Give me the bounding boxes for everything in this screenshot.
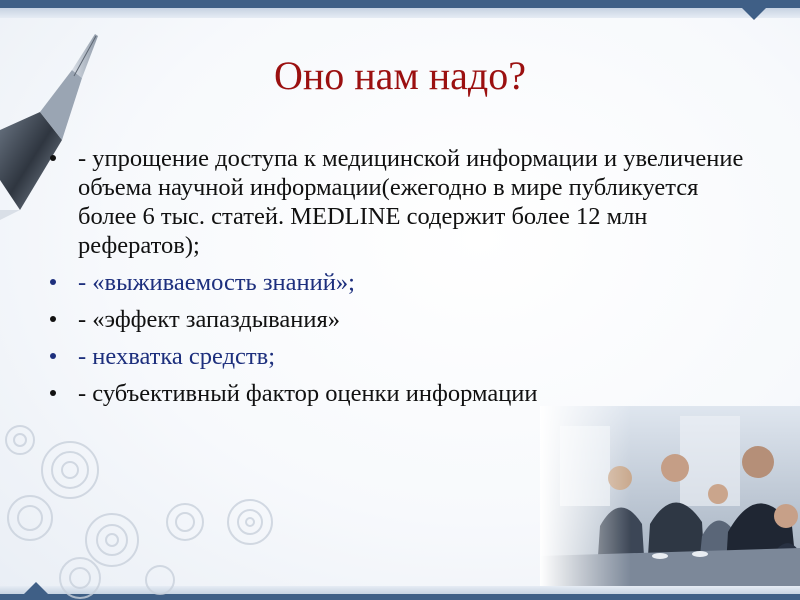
bullet-item <box>48 268 753 297</box>
slide-title: Оно нам надо? <box>273 53 527 98</box>
bullet-dot-icon <box>50 390 56 396</box>
bullet-dot-icon <box>50 279 56 285</box>
bullet-text: - «выживаемость знаний»; <box>78 269 355 296</box>
bullet-item <box>48 305 753 334</box>
bullet-item <box>48 379 753 408</box>
top-notch-decoration <box>740 6 768 20</box>
bullet-text: - «эффект запаздывания» <box>78 306 341 333</box>
bullet-item <box>48 144 753 260</box>
top-accent-bar <box>0 0 800 8</box>
bullet-item <box>48 342 753 371</box>
bullet-dot-icon <box>50 353 56 359</box>
top-accent-band <box>0 8 800 18</box>
bullet-text: - нехватка средств; <box>78 343 276 370</box>
business-meeting-photo <box>540 406 800 586</box>
bullet-dot-icon <box>50 316 56 322</box>
bullet-text: - субъективный фактор оценки информации <box>78 380 538 407</box>
bullet-dot-icon <box>50 155 56 161</box>
concentric-circles-decoration <box>0 400 290 600</box>
bullet-list <box>48 144 753 416</box>
bullet-text: - упрощение доступа к медицинской информации и увеличение объема научной информации(ежегодно в мире публикуется более 6 тыс. статей. MEDLINE содержит более 12 млн рефератов); <box>78 145 744 259</box>
